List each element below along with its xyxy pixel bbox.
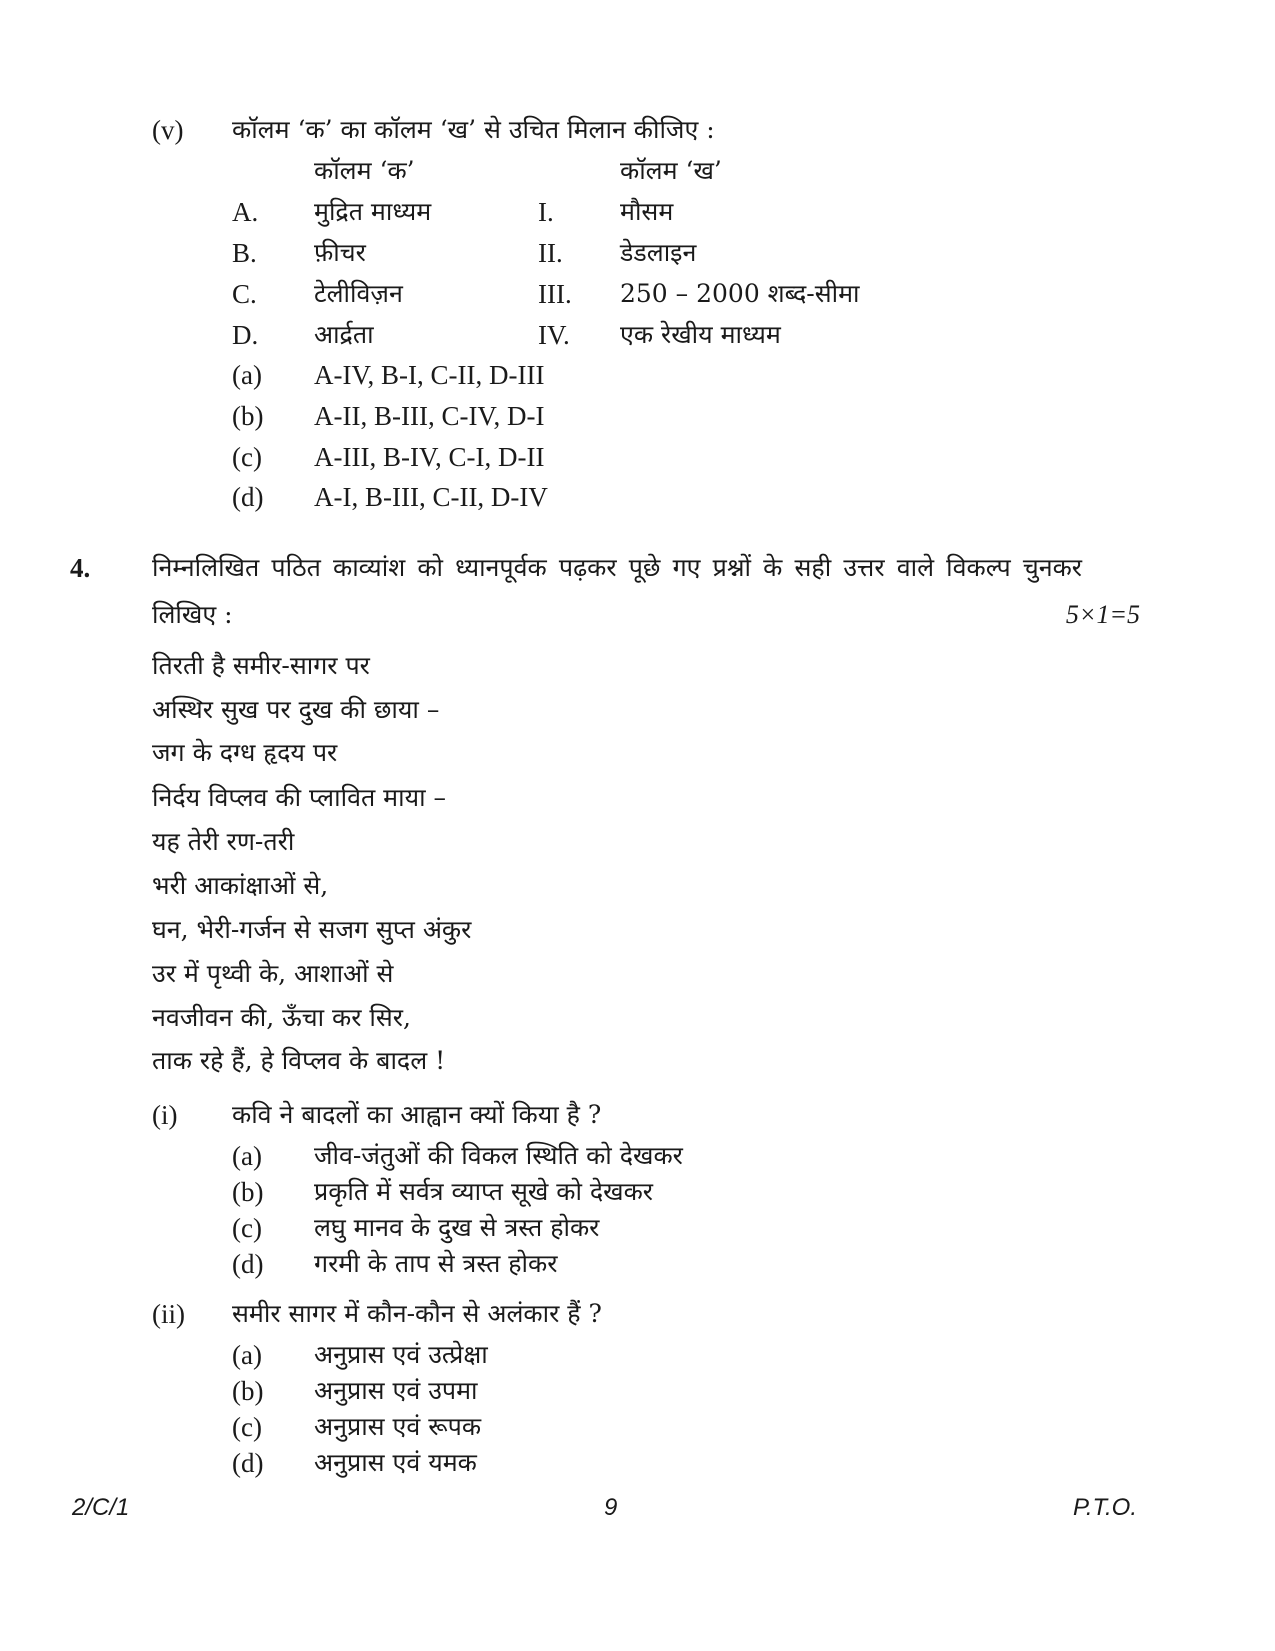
option-text: A-III, B-IV, C-I, D-II <box>314 442 545 472</box>
poem-line: घन, भेरी-गर्जन से सजग सुप्त अंकुर <box>152 915 472 944</box>
page-number: 9 <box>604 1494 618 1521</box>
option-text: प्रकृति में सर्वत्र व्याप्त सूखे को देखकर <box>314 1177 654 1206</box>
match-row-text-a: मुद्रित माध्यम <box>314 197 432 226</box>
option-text: अनुप्रास एवं उपमा <box>314 1376 478 1405</box>
match-row-text-a: टेलीविज़न <box>314 279 403 308</box>
option-text: गरमी के ताप से त्रस्त होकर <box>314 1249 558 1278</box>
question-label: (v) <box>152 115 184 145</box>
match-row-key-a: D. <box>232 320 259 350</box>
subquestion-label: (i) <box>152 1100 178 1130</box>
column-b-header: कॉलम ‘ख’ <box>620 156 722 185</box>
option-key: (c) <box>232 1412 262 1442</box>
match-row-key-b: II. <box>538 238 563 268</box>
pto-label: P.T.O. <box>1072 1494 1137 1521</box>
match-row-key-b: I. <box>538 197 554 227</box>
option-key: (c) <box>232 1213 262 1243</box>
subquestion-text: समीर सागर में कौन-कौन से अलंकार हैं ? <box>232 1299 602 1328</box>
poem-line: जग के दग्ध हृदय पर <box>152 738 338 767</box>
question-number: 4. <box>70 553 91 583</box>
poem-line: ताक रहे हैं, हे विप्लव के बादल ! <box>152 1046 446 1075</box>
question-prompt: कॉलम ‘क’ का कॉलम ‘ख’ से उचित मिलान कीजिए : <box>232 115 715 144</box>
match-row-key-a: A. <box>232 197 259 227</box>
option-text: A-I, B-III, C-II, D-IV <box>314 482 548 512</box>
question-instruction: निम्नलिखित पठित काव्यांश को ध्यानपूर्वक पढ़कर पूछे गए प्रश्नों के सही उत्तर वाले विकल्प चुनकर <box>152 553 1082 582</box>
option-text: अनुप्रास एवं उत्प्रेक्षा <box>314 1340 488 1369</box>
option-key: (d) <box>232 1448 264 1478</box>
option-text: अनुप्रास एवं रूपक <box>314 1412 482 1441</box>
poem-line: यह तेरी रण-तरी <box>152 827 295 856</box>
question-instruction: लिखिए : <box>152 600 233 629</box>
poem-line: भरी आकांक्षाओं से, <box>152 871 329 900</box>
option-text: अनुप्रास एवं यमक <box>314 1448 477 1477</box>
option-key: (b) <box>232 1177 264 1207</box>
match-row-text-a: आर्द्रता <box>314 320 374 349</box>
match-row-text-b: मौसम <box>620 197 674 226</box>
option-key: (d) <box>232 1249 264 1279</box>
match-row-text-b: 250 – 2000 शब्द-सीमा <box>620 279 860 308</box>
match-row-key-b: IV. <box>538 320 570 350</box>
option-text: जीव-जंतुओं की विकल स्थिति को देखकर <box>314 1141 683 1170</box>
option-key: (d) <box>232 482 264 512</box>
option-text: लघु मानव के दुख से त्रस्त होकर <box>314 1213 600 1242</box>
option-text: A-II, B-III, C-IV, D-I <box>314 401 545 431</box>
match-row-key-a: C. <box>232 279 257 309</box>
option-key: (a) <box>232 360 262 390</box>
match-row-key-b: III. <box>538 279 572 309</box>
poem-line: अस्थिर सुख पर दुख की छाया – <box>152 695 440 724</box>
option-key: (a) <box>232 1141 262 1171</box>
option-key: (b) <box>232 401 264 431</box>
paper-code: 2/C/1 <box>72 1494 130 1521</box>
poem-line: निर्दय विप्लव की प्लावित माया – <box>152 783 447 812</box>
match-row-text-b: डेडलाइन <box>620 238 697 267</box>
column-a-header: कॉलम ‘क’ <box>314 156 415 185</box>
marks-label: 5×1=5 <box>1065 600 1140 629</box>
poem-line: नवजीवन की, ऊँचा कर सिर, <box>152 1003 411 1032</box>
match-row-text-a: फ़ीचर <box>314 238 366 267</box>
option-key: (a) <box>232 1340 262 1370</box>
option-key: (c) <box>232 442 262 472</box>
match-row-text-b: एक रेखीय माध्यम <box>620 320 781 349</box>
poem-line: उर में पृथ्वी के, आशाओं से <box>152 959 394 988</box>
match-row-key-a: B. <box>232 238 257 268</box>
option-key: (b) <box>232 1376 264 1406</box>
option-text: A-IV, B-I, C-II, D-III <box>314 360 545 390</box>
subquestion-text: कवि ने बादलों का आह्वान क्यों किया है ? <box>232 1100 602 1129</box>
subquestion-label: (ii) <box>152 1299 185 1329</box>
poem-line: तिरती है समीर-सागर पर <box>152 651 370 680</box>
